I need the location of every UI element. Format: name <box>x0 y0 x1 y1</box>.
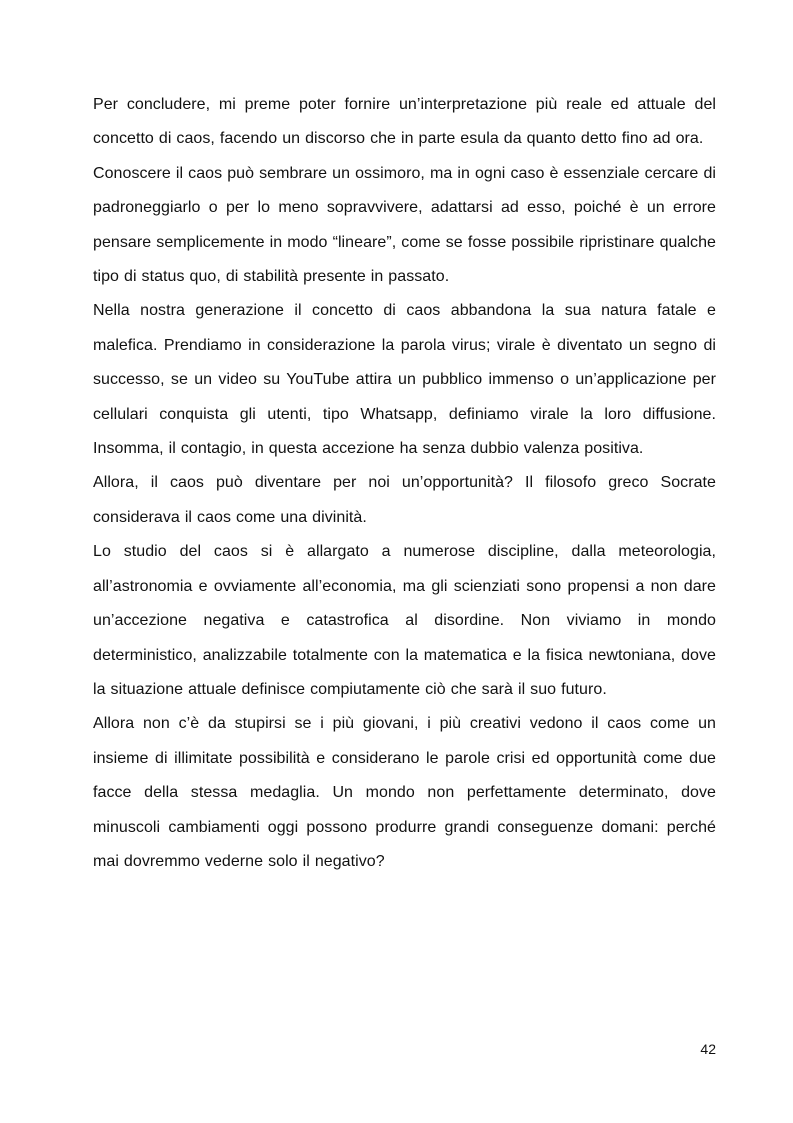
paragraph: Allora non c’è da stupirsi se i più giovani, i più creativi vedono il caos come un insieme di illimitate possibilità e considerano le parole crisi ed opportunità come due facce della stessa medaglia. Un mondo non perfettamente determinato, dove minuscoli cambiamenti oggi possono produrre grandi conseguenze domani: perché mai dovremmo vederne solo il negativo? <box>93 715 716 870</box>
paragraph: Lo studio del caos si è allargato a numerose discipline, dalla meteorologia, all’astronomia e ovviamente all’economia, ma gli scienziati sono propensi a non dare un’accezione negativa e catastrofica al disordine. Non viviamo in mondo deterministico, analizzabile totalmente con la matematica e la fisica newtoniana, dove la situazione attuale definisce compiutamente ciò che sarà il suo futuro. <box>93 543 716 698</box>
paragraph: Nella nostra generazione il concetto di caos abbandona la sua natura fatale e malefica. Prendiamo in considerazione la parola virus; virale è diventato un segno di successo, se un video su YouTube attira un pubblico immenso o un’applicazione per cellulari conquista gli utenti, tipo Whatsapp, definiamo virale la loro diffusione. Insomma, il contagio, in questa accezione ha senza dubbio valenza positiva. <box>93 302 716 458</box>
paragraph: Allora, il caos può diventare per noi un’opportunità? Il filosofo greco Socrate considerava il caos come una divinità. <box>93 474 716 526</box>
paragraph: Conoscere il caos può sembrare un ossimoro, ma in ogni caso è essenziale cercare di padroneggiarlo o per lo meno sopravvivere, adattarsi ad esso, poiché è un errore pensare semplicemente in modo “lineare”, come se fosse possibile ripristinare qualche tipo di status quo, di stabilità presente in passato. <box>93 164 716 286</box>
page-number: 42 <box>700 1041 716 1057</box>
paragraph: Per concludere, mi preme poter fornire un’interpretazione più reale ed attuale del concetto di caos, facendo un discorso che in parte esula da quanto detto fino ad ora. <box>93 96 716 148</box>
body-text <box>93 88 716 879</box>
